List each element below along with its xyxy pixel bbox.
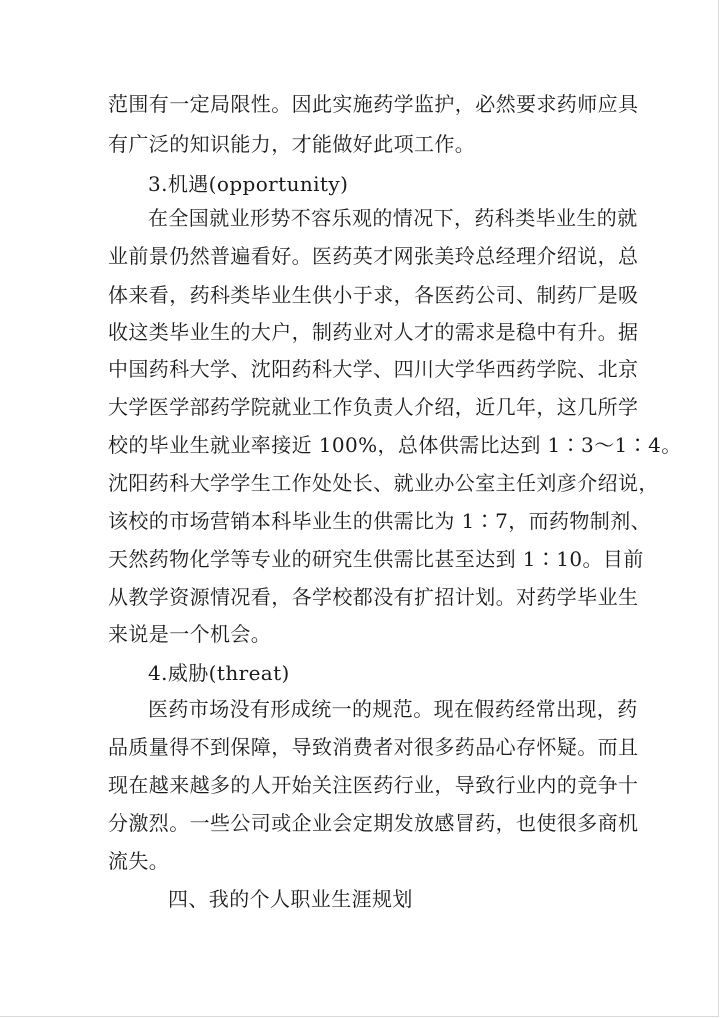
- paragraph-line: 品质量得不到保障，导致消费者对很多药品心存怀疑。而且: [108, 735, 639, 759]
- chapter-heading: 四、我的个人职业生涯规划: [168, 887, 413, 911]
- paragraph-line: 校的毕业生就业率接近 100%，总体供需比达到 1∶3～1∶4。: [108, 433, 682, 457]
- section-heading-opportunity: 3.机遇(opportunity): [148, 172, 349, 196]
- paragraph-line: 中国药科大学、沈阳药科大学、四川大学华西药学院、北京: [108, 357, 639, 381]
- paragraph-line: 天然药物化学等专业的研究生供需比甚至达到 1∶10。目前: [108, 547, 644, 571]
- paragraph-line: 医药市场没有形成统一的规范。现在假药经常出现，药: [148, 697, 638, 721]
- section-heading-threat: 4.威胁(threat): [148, 661, 290, 685]
- paragraph-line: 从教学资源情况看，各学校都没有扩招计划。对药学毕业生: [108, 585, 639, 609]
- paragraph-line: 来说是一个机会。: [108, 622, 272, 646]
- paragraph-line: 大学医学部药学院就业工作负责人介绍，近几年，这几所学: [108, 395, 639, 419]
- paragraph-line: 收这类毕业生的大户，制药业对人才的需求是稳中有升。据: [108, 320, 639, 344]
- paragraph-line: 流失。: [108, 849, 170, 873]
- paragraph-line: 分激烈。一些公司或企业会定期发放感冒药，也使很多商机: [108, 811, 639, 835]
- paragraph-line: 有广泛的知识能力，才能做好此项工作。: [108, 132, 476, 156]
- paragraph-line: 现在越来越多的人开始关注医药行业，导致行业内的竞争十: [108, 773, 639, 797]
- paragraph-line: 体来看，药科类毕业生供小于求，各医药公司、制药厂是吸: [108, 283, 639, 307]
- paragraph-line: 在全国就业形势不容乐观的情况下，药科类毕业生的就: [148, 206, 638, 230]
- paragraph-line: 范围有一定局限性。因此实施药学监护，必然要求药师应具: [108, 92, 639, 116]
- paragraph-line: 业前景仍然普遍看好。医药英才网张美玲总经理介绍说，总: [108, 244, 639, 268]
- paragraph-line: 沈阳药科大学学生工作处处长、就业办公室主任刘彦介绍说，: [108, 471, 659, 495]
- paragraph-line: 该校的市场营销本科毕业生的供需比为 1∶7，而药物制剂、: [108, 509, 652, 533]
